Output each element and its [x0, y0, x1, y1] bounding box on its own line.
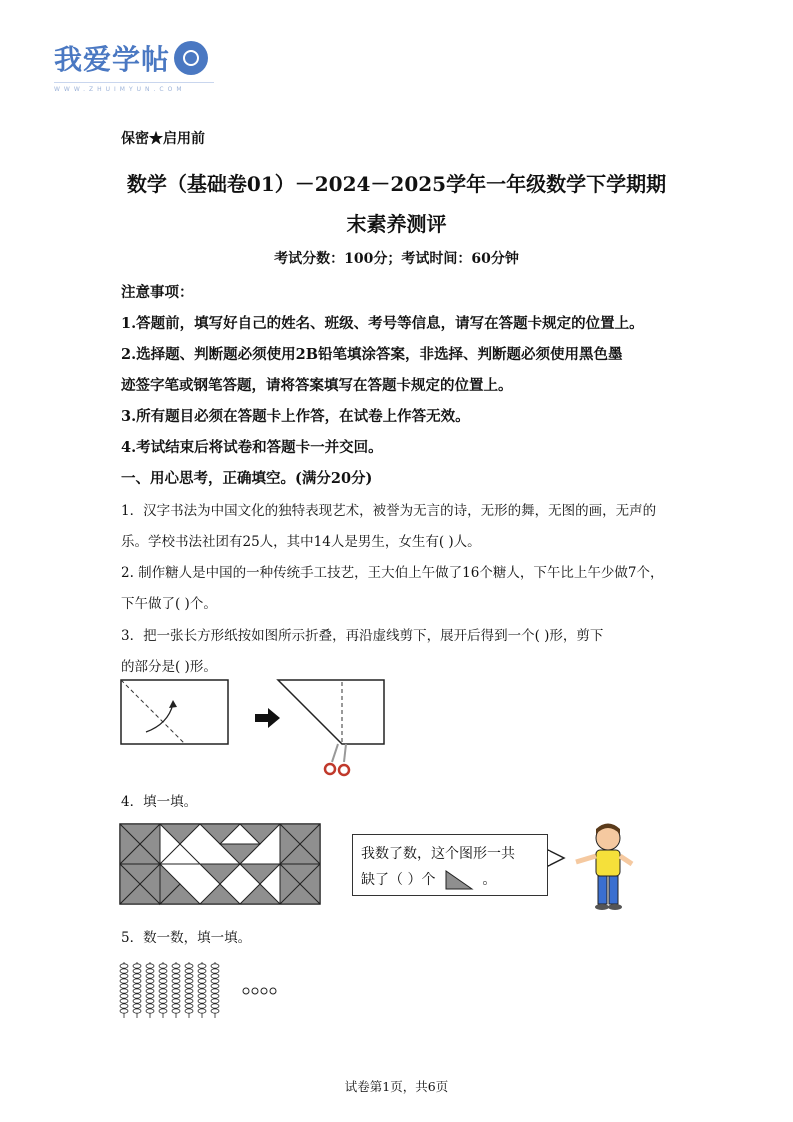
boy-character-icon — [576, 824, 632, 911]
notice-item-2a: 2.选择题、判断题必须使用2B铅笔填涂答案，非选择、判断题必须使用黑色墨 — [121, 346, 623, 363]
speech-line-1: 我数了数，这个图形一共 — [361, 846, 515, 862]
bead-strings — [120, 962, 219, 1018]
question-5: 5．数一数，填一填。 — [121, 930, 252, 946]
speech-line-2 — [361, 869, 496, 891]
notice-item-3: 3.所有题目必须在答题卡上作答，在试卷上作答无效。 — [121, 408, 470, 425]
speech-bubble — [352, 834, 548, 896]
folded-paper — [278, 680, 384, 744]
speech-line-2-end: 。 — [482, 872, 497, 888]
notice-item-1: 1.答题前，填写好自己的姓名、班级、考号等信息，请写在答题卡规定的位置上。 — [121, 315, 644, 332]
section-heading: 一、用心思考，正确填空。(满分20分) — [121, 470, 373, 487]
title-line-1: 数学（基础卷01）－2024－2025学年一年级数学下学期期 — [126, 172, 667, 196]
question-2-line-1: 2. 制作糖人是中国的一种传统手工技艺，王大伯上午做了16个糖人，下午比上午少做7个， — [121, 565, 664, 581]
logo-text: 我爱学帖 — [54, 43, 171, 76]
loose-beads — [243, 988, 276, 994]
triangle-icon — [444, 869, 474, 891]
site-logo — [54, 38, 208, 78]
paper-rectangle — [121, 680, 228, 744]
notice-item-2b: 迹签字笔或钢笔答题，请将答案填写在答题卡规定的位置上。 — [121, 377, 513, 394]
logo-url: WWW.ZHUIMYUN.COM — [54, 86, 186, 93]
notice-heading: 注意事项： — [121, 284, 194, 301]
logo-divider — [54, 82, 214, 83]
question-1-line-2: 乐。学校书法社团有25人，其中14人是男生，女生有( )人。 — [121, 534, 481, 550]
page-footer: 试卷第1页，共6页 — [344, 1079, 449, 1094]
logo-badge-icon — [174, 41, 208, 75]
speech-line-2-text: 缺了（ ）个 — [361, 872, 436, 888]
confidential-label: 保密★启用前 — [121, 131, 205, 147]
right-arrow-icon — [255, 708, 280, 728]
fold-figure — [118, 676, 393, 786]
question-3-line-2: 的部分是( )形。 — [121, 659, 217, 675]
question-3-line-1: 3．把一张长方形纸按如图所示折叠，再沿虚线剪下，展开后得到一个( )形，剪下 — [121, 628, 604, 644]
question-1-line-1: 1．汉字书法为中国文化的独特表现艺术，被誉为无言的诗，无形的舞，无图的画，无声的 — [121, 503, 657, 519]
question-4: 4．填一填。 — [121, 794, 198, 810]
bead-strings-figure — [118, 960, 318, 1024]
question-2-line-2: 下午做了( )个。 — [121, 596, 217, 612]
scissors-icon — [325, 744, 349, 775]
exam-info: 考试分数：100分；考试时间：60分钟 — [274, 251, 519, 267]
notice-item-4: 4.考试结束后将试卷和答题卡一并交回。 — [121, 439, 383, 456]
title-line-2: 末素养测评 — [346, 212, 447, 236]
